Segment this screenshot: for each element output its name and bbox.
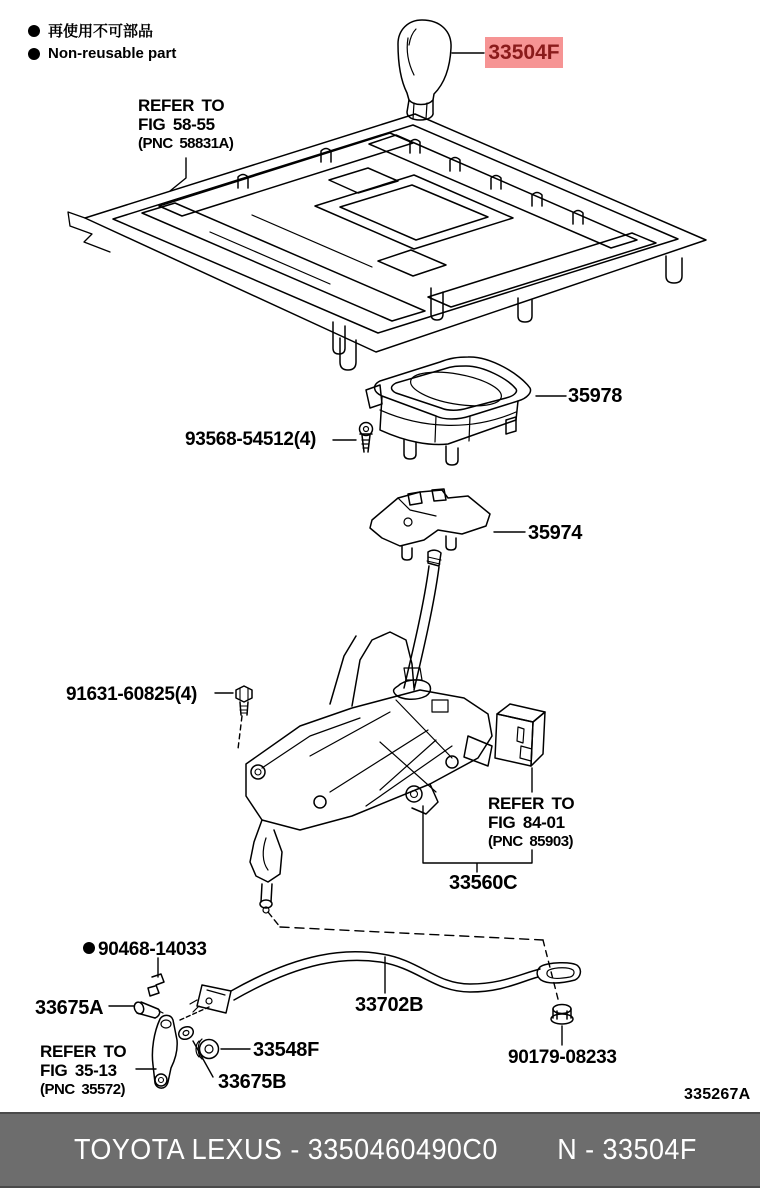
link-arm-drawing [152,1015,177,1088]
nut-drawing [551,1005,573,1025]
shift-lever-assembly-drawing [246,550,492,913]
part-label-90468-14033[interactable]: 90468-14033 [98,939,207,960]
legend-row-jp [28,20,153,41]
legend-text-en: Non-reusable part [48,45,177,62]
grommet-drawing [196,1039,219,1059]
part-label-33702B[interactable]: 33702B [355,994,424,1016]
part-label-91631-60825[interactable]: 91631-60825(4) [66,684,198,705]
non-reusable-bullet-icon [83,942,95,954]
part-label-35974[interactable]: 35974 [528,522,583,544]
part-label-33675B[interactable]: 33675B [218,1071,287,1093]
refer-fig-35-13[interactable]: REFER TO FIG 35-13 (PNC 35572) [40,1042,127,1098]
part-label-33548F[interactable]: 33548F [253,1039,320,1061]
non-reusable-bullet-icon [28,25,40,37]
clevis-pin-drawing [133,1001,163,1018]
bolt-drawing [236,686,252,715]
figure-code: 335267A [684,1086,751,1103]
footer-bar [0,1112,760,1188]
part-label-33675A[interactable]: 33675A [35,997,104,1019]
leader-lines [109,53,566,1077]
dashed-lines [180,716,559,1020]
part-label-93568-54512[interactable]: 93568-54512(4) [185,429,317,450]
screw-drawing [360,423,373,453]
legend-row-en [28,45,176,62]
relay-box-drawing [495,704,545,766]
footer-catalog-code: TOYOTA LEXUS - 3350460490C0 [74,1133,498,1166]
part-label-35978[interactable]: 35978 [568,385,623,407]
footer-part-ref: N - 33504F [557,1133,697,1166]
part-label-33560C[interactable]: 33560C [449,872,518,894]
bushing-drawing [177,1024,196,1041]
part-label-33504F[interactable]: 33504F [485,37,563,68]
legend-text-jp: 再使用不可部品 [48,23,154,40]
refer-fig-58-55[interactable]: REFER TO FIG 58-55 (PNC 58831A) [138,96,234,152]
lower-bracket-drawing [370,489,490,560]
part-label-90179-08233[interactable]: 90179-08233 [508,1047,617,1068]
shift-knob-drawing [398,20,451,120]
upper-housing-drawing [366,357,531,465]
refer-fig-84-01[interactable]: REFER TO FIG 84-01 (PNC 85903) [488,794,575,850]
non-reusable-bullet-icon [28,48,40,60]
cotter-pin-drawing [148,974,164,996]
